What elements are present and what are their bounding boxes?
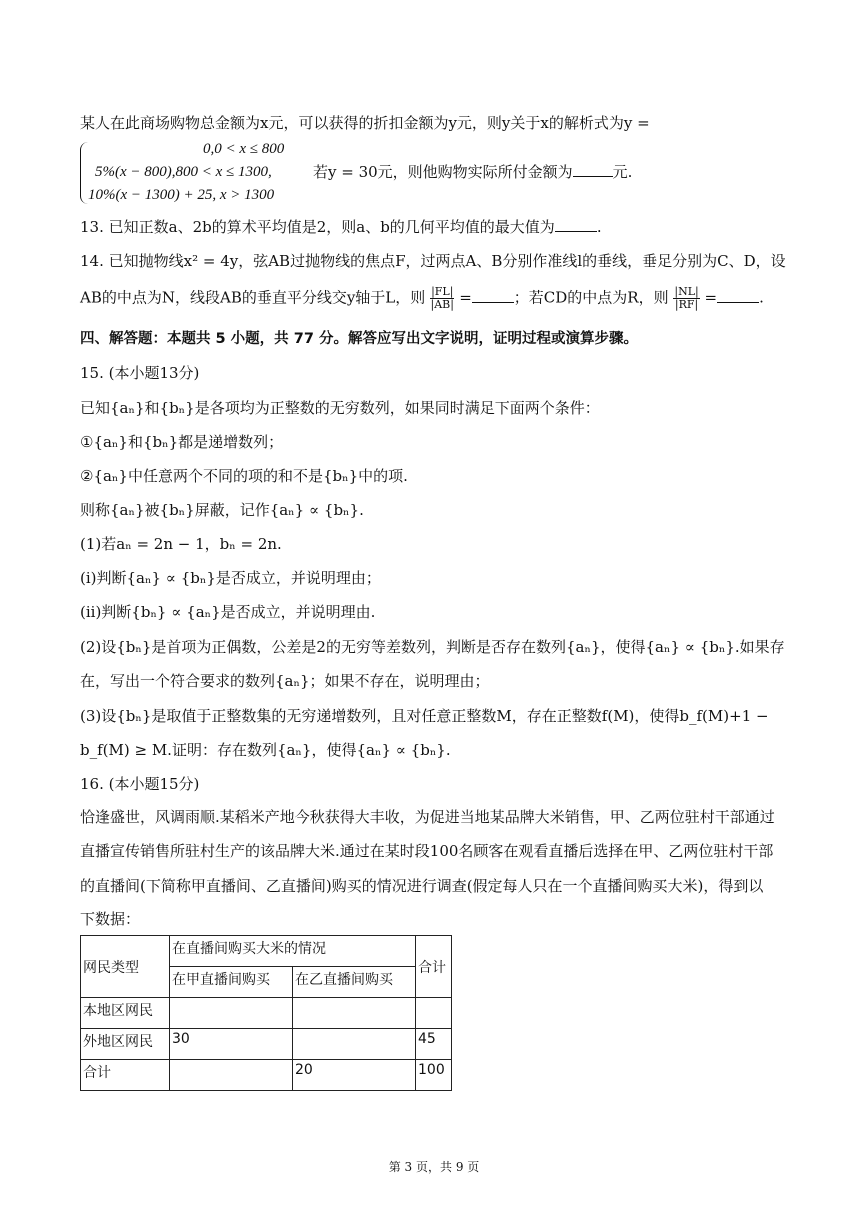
table-row bbox=[81, 936, 452, 967]
table-cell: 100 bbox=[416, 1060, 452, 1091]
fraction-fl-ab bbox=[430, 286, 454, 311]
table-cell: 合计 bbox=[81, 1060, 170, 1091]
answer-blank bbox=[555, 217, 597, 232]
problem-12-question-end: 元. bbox=[612, 163, 633, 181]
problem-15-header: 15. (本小题13分) bbox=[80, 364, 200, 382]
table-cell: 20 bbox=[293, 1060, 416, 1091]
problem-15-line: (3)设{bₙ}是取值于正整数集的无穷递增数列，且对任意正整数M，存在正整数f(M)，使得b_f(M)+1 − bbox=[80, 707, 769, 725]
header-cell: 网民类型 bbox=[81, 936, 170, 998]
fraction-numerator: |FL| bbox=[431, 285, 454, 298]
problem-14-line-2 bbox=[80, 286, 764, 311]
problem-15-line: ②{aₙ}中任意两个不同的项的和不是{bₙ}中的项. bbox=[80, 467, 408, 485]
problem-15-line: (1)若aₙ = 2n − 1，bₙ = 2n. bbox=[80, 535, 282, 553]
table-row bbox=[81, 1060, 452, 1091]
purchase-data-table bbox=[80, 935, 452, 1091]
problem-16-line: 直播宣传销售所驻村生产的该品牌大米.通过在某时段100名顾客在观看直播后选择在甲、乙两位驻村干部 bbox=[80, 842, 774, 860]
problem-15-line: (i)判断{aₙ} ∝ {bₙ}是否成立，并说明理由； bbox=[80, 569, 381, 587]
problem-14-text-a: AB的中点为N，线段AB的垂直平分线交y轴于L，则 bbox=[80, 288, 426, 307]
problem-14-end: . bbox=[759, 288, 764, 307]
table-cell bbox=[416, 998, 452, 1029]
problem-13-text: 13. 已知正数a、2b的算术平均值是2，则a、b的几何平均值的最大值为 bbox=[80, 218, 555, 236]
piecewise-case-3: 10%(x − 1300) + 25, x > 1300 bbox=[88, 187, 275, 203]
table-cell bbox=[293, 1029, 416, 1060]
problem-15-line: (2)设{bₙ}是首项为正偶数，公差是2的无穷等差数列，判断是否存在数列{aₙ}，使得{aₙ} ∝ {bₙ}.如果存 bbox=[80, 638, 785, 656]
problem-14-text-b: ；若CD的中点为R，则 bbox=[513, 288, 669, 307]
header-cell: 合计 bbox=[416, 936, 452, 998]
problem-15-line: 在，写出一个符合要求的数列{aₙ}；如果不存在，说明理由； bbox=[80, 672, 490, 690]
problem-15-line: b_f(M) ≥ M.证明：存在数列{aₙ}，使得{aₙ} ∝ {bₙ}. bbox=[80, 741, 451, 759]
table-cell bbox=[170, 1060, 293, 1091]
problem-15-line: 已知{aₙ}和{bₙ}是各项均为正整数的无穷数列，如果同时满足下面两个条件： bbox=[80, 399, 600, 417]
fraction-nl-rf bbox=[673, 286, 699, 311]
table-row bbox=[81, 998, 452, 1029]
problem-13 bbox=[80, 216, 602, 238]
table-cell: 本地区网民 bbox=[81, 998, 170, 1029]
problem-15-line: ①{aₙ}和{bₙ}都是递增数列； bbox=[80, 433, 284, 451]
table-cell: 45 bbox=[416, 1029, 452, 1060]
problem-12-question bbox=[313, 161, 632, 183]
problem-12-question-text: 若y = 30元，则他购物实际所付金额为 bbox=[313, 163, 573, 181]
table-row bbox=[81, 1029, 452, 1060]
problem-16-line: 恰逢盛世，风调雨顺.某稻米产地今秋获得大丰收，为促进当地某品牌大米销售，甲、乙两位驻村干部通过 bbox=[80, 808, 775, 826]
table-cell: 30 bbox=[170, 1029, 293, 1060]
answer-blank bbox=[717, 288, 759, 303]
fraction-denominator: |RF| bbox=[674, 298, 699, 311]
problem-15-line: (ii)判断{bₙ} ∝ {aₙ}是否成立，并说明理由. bbox=[80, 603, 376, 621]
fraction-denominator: |AB| bbox=[430, 298, 454, 311]
table-cell bbox=[170, 998, 293, 1029]
piecewise-case-2: 5%(x − 800),800 < x ≤ 1300, bbox=[95, 164, 272, 180]
problem-15-line: 则称{aₙ}被{bₙ}屏蔽，记作{aₙ} ∝ {bₙ}. bbox=[80, 501, 364, 519]
piecewise-case-1: 0,0 < x ≤ 800 bbox=[203, 141, 285, 157]
problem-12-text-line: 某人在此商场购物总金额为x元，可以获得的折扣金额为y元，则y关于x的解析式为y = bbox=[80, 114, 650, 132]
equals-sign: = bbox=[459, 288, 472, 307]
problem-16-line: 下数据： bbox=[80, 910, 141, 928]
table-cell bbox=[293, 998, 416, 1029]
problem-16-header: 16. (本小题15分) bbox=[80, 775, 200, 793]
answer-blank bbox=[573, 162, 613, 177]
page-number: 第 3 页，共 9 页 bbox=[388, 1160, 480, 1174]
header-cell: 在直播间购买大米的情况 bbox=[170, 936, 416, 967]
fraction-numerator: |NL| bbox=[674, 285, 699, 298]
table-cell: 外地区网民 bbox=[81, 1029, 170, 1060]
problem-14-line-1: 14. 已知抛物线x² = 4y，弦AB过抛物线的焦点F，过两点A、B分别作准线l的垂线，垂足分别为C、D，设 bbox=[80, 252, 786, 270]
answer-blank bbox=[472, 288, 514, 303]
equals-sign: = bbox=[704, 288, 718, 307]
problem-13-end: . bbox=[596, 218, 602, 236]
problem-16-line: 的直播间(下简称甲直播间、乙直播间)购买的情况进行调查(假定每人只在一个直播间购买大米)，得到以 bbox=[80, 877, 764, 895]
header-cell: 在甲直播间购买 bbox=[170, 967, 293, 998]
section-heading: 四、解答题：本题共 5 小题，共 77 分。解答应写出文字说明，证明过程或演算步骤。 bbox=[80, 331, 638, 347]
header-cell: 在乙直播间购买 bbox=[293, 967, 416, 998]
